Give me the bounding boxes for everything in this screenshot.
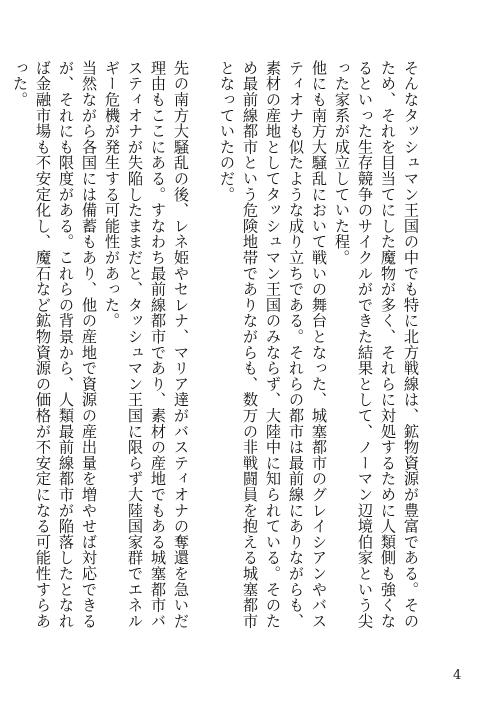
paragraph-break bbox=[192, 60, 215, 83]
paragraph-1: そんなタッシュマン王国の中でも特に北方戦線は、鉱物資源が豊富である。そのため、それを目当てにした魔物が多く、それらに対処するために人類側も強くなるといった生存競争のサイクルができた結果として、ノーマン辺境伯家という尖った家系が成立していた程。 bbox=[333, 60, 420, 629]
paragraph-3: 先の南方大騒乱の後、レネ姫やセレナ、マリア達がバスティオナの奪還を急いだ理由もここにある。すなわち最前線都市であり、素材の産地でもある城塞都市バスティオナが失陥したままだと、タッシュマン王国に限らず大陸国家群でエネルギー危機が発生する可能性があった。 bbox=[103, 60, 190, 629]
paragraph-break bbox=[0, 60, 8, 83]
body-text bbox=[11, 60, 422, 640]
page-number: 4 bbox=[453, 668, 462, 683]
paragraph-2: 他にも南方大騒乱において戦いの舞台となった、城塞都市のグレイシアンやバスティオナも似たような成り立ちである。それらの都市は最前線にありながらも、素材の産地としてタッシュマン王国のみならず、大陸中に知られている。そのため最前線都市という危険地帯でありながらも、数万の非戦闘員を抱える城塞都市となっていたのだ。 bbox=[218, 60, 328, 629]
paragraph-4: 当然ながら各国には備蓄もあり、他の産地で資源の産出量を増やせば対応できるが、それにも限度がある。これらの背景から、人類最前線都市が陥落したとなれば金融市場も不安定化し、魔石など鉱物資源の価格が不安定になる可能性すらあった。 bbox=[11, 60, 98, 629]
